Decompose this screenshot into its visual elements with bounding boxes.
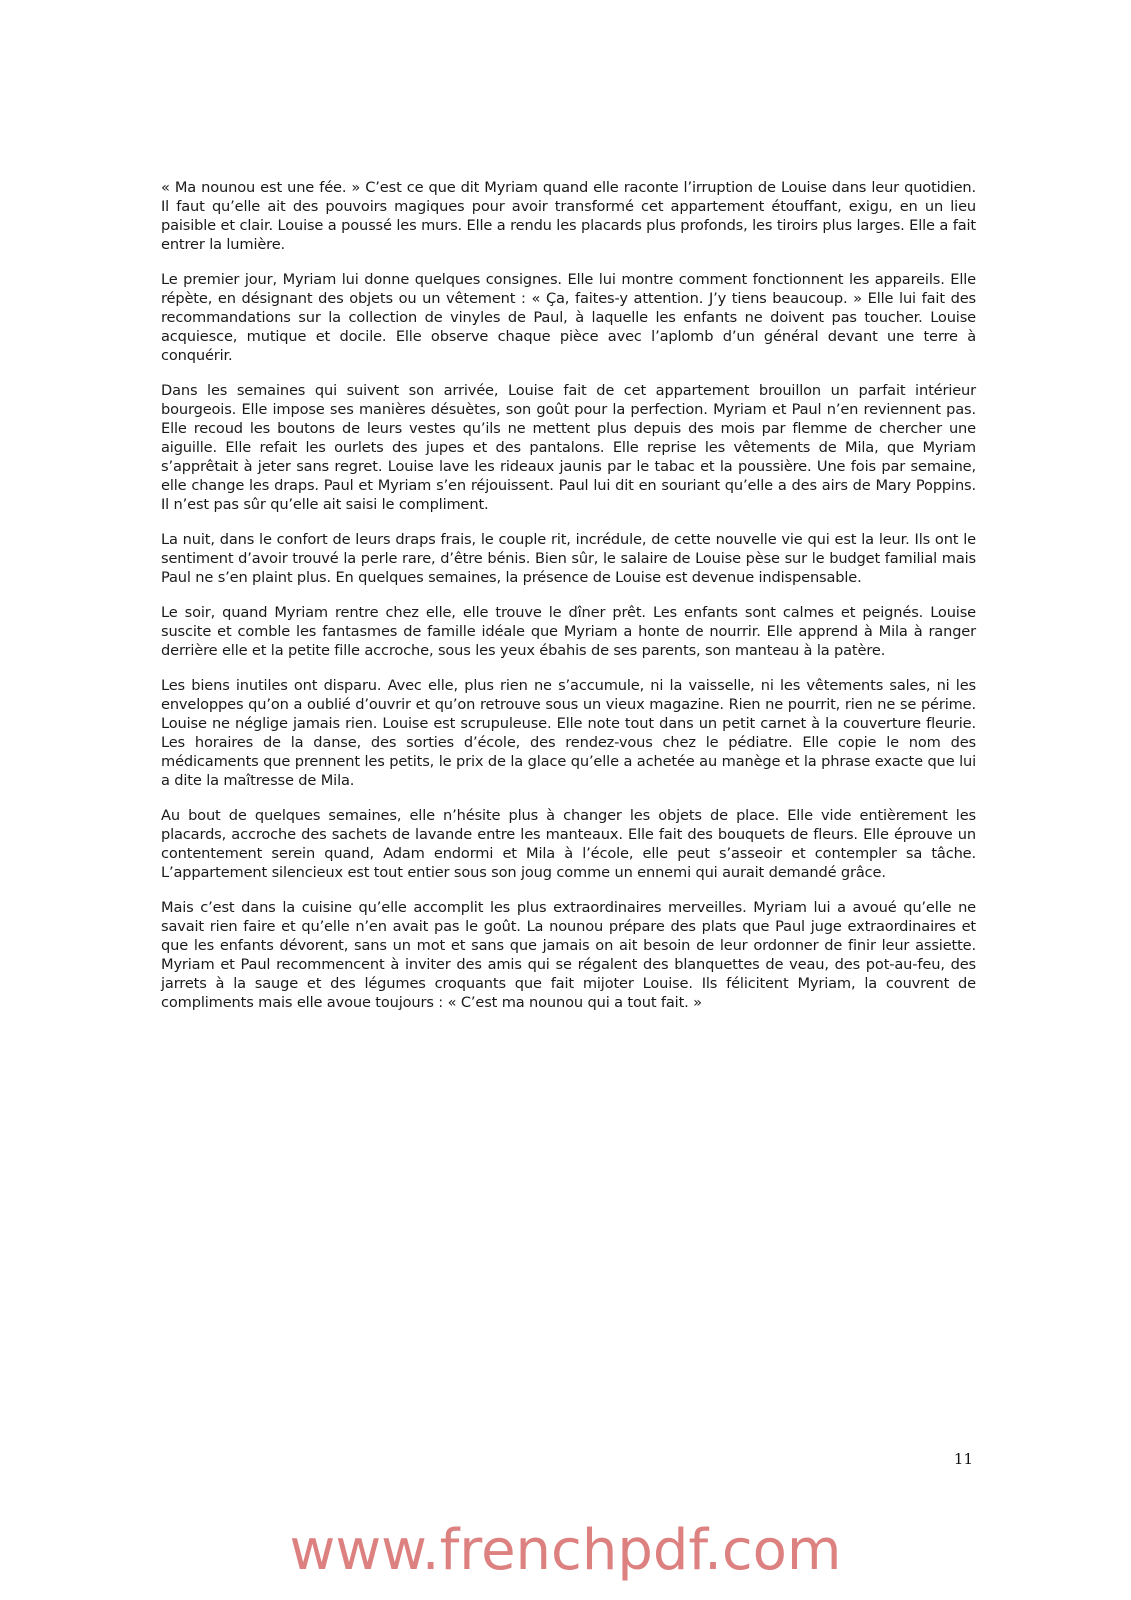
page-number: 11 [953, 1450, 973, 1468]
document-body [161, 178, 976, 1028]
paragraph: Dans les semaines qui suivent son arrivée, Louise fait de cet appartement brouillon un parfait intérieur bourgeois. Elle impose ses manières désuètes, son goût pour la perfection. Myriam et Paul n’en reviennent pas. Elle recoud les boutons de leurs vestes qu’ils ne mettent plus depuis des mois par flemme de chercher une aiguille. Elle refait les ourlets des jupes et des pantalons. Elle reprise les vêtements de Mila, que Myriam s’apprêtait à jeter sans regret. Louise lave les rideaux jaunis par le tabac et la poussière. Une fois par semaine, elle change les draps. Paul et Myriam s’en réjouissent. Paul lui dit en souriant qu’elle a des airs de Mary Poppins. Il n’est pas sûr qu’elle ait saisi le compliment. [161, 382, 976, 513]
paragraph: Les biens inutiles ont disparu. Avec elle, plus rien ne s’accumule, ni la vaisselle, ni les vêtements sales, ni les enveloppes qu’on a oublié d’ouvrir et qu’on retrouve sous un vieux magazine. Rien ne pourrit, rien ne se périme. Louise ne néglige jamais rien. Louise est scrupuleuse. Elle note tout dans un petit carnet à la couverture fleurie. Les horaires de la danse, des sorties d’école, des rendez-vous chez le pédiatre. Elle copie le nom des médicaments que prennent les petits, le prix de la glace qu’elle a achetée au manège et la phrase exacte que lui a dite la maîtresse de Mila. [161, 677, 976, 789]
paragraph: Au bout de quelques semaines, elle n’hésite plus à changer les objets de place. Elle vide entièrement les placards, accroche des sachets de lavande entre les manteaux. Elle fait des bouquets de fleurs. Elle éprouve un contentement serein quand, Adam endormi et Mila à l’école, elle peut s’asseoir et contempler sa tâche. L’appartement silencieux est tout entier sous son joug comme un ennemi qui aurait demandé grâce. [161, 807, 976, 881]
paragraph: La nuit, dans le confort de leurs draps frais, le couple rit, incrédule, de cette nouvelle vie qui est la leur. Ils ont le sentiment d’avoir trouvé la perle rare, d’être bénis. Bien sûr, le salaire de Louise pèse sur le budget familial mais Paul ne s’en plaint plus. En quelques semaines, la présence de Louise est devenue indispensable. [161, 531, 976, 586]
paragraph: « Ma nounou est une fée. » C’est ce que dit Myriam quand elle raconte l’irruption de Louise dans leur quotidien. Il faut qu’elle ait des pouvoirs magiques pour avoir transformé cet appartement étouffant, exigu, en un lieu paisible et clair. Louise a poussé les murs. Elle a rendu les placards plus profonds, les tiroirs plus larges. Elle a fait entrer la lumière. [161, 179, 976, 253]
paragraph: Mais c’est dans la cuisine qu’elle accomplit les plus extraordinaires merveilles. Myriam lui a avoué qu’elle ne savait rien faire et qu’elle n’en avait pas le goût. La nounou prépare des plats que Paul juge extraordinaires et que les enfants dévorent, sans un mot et sans que jamais on ait besoin de leur ordonner de finir leur assiette. Myriam et Paul recommencent à inviter des amis qui se régalent des blanquettes de veau, des pot-au-feu, des jarrets à la sauge et des légumes croquants que fait mijoter Louise. Ils félicitent Myriam, la couvrent de compliments mais elle avoue toujours : « C’est ma nounou qui a tout fait. » [161, 899, 976, 1011]
paragraph: Le soir, quand Myriam rentre chez elle, elle trouve le dîner prêt. Les enfants sont calmes et peignés. Louise suscite et comble les fantasmes de famille idéale que Myriam a honte de nourrir. Elle apprend à Mila à ranger derrière elle et la petite fille accroche, sous les yeux ébahis de ses parents, son manteau à la patère. [161, 604, 976, 659]
watermark-link[interactable]: www.frenchpdf.com [289, 1518, 842, 1583]
paragraph: Le premier jour, Myriam lui donne quelques consignes. Elle lui montre comment fonctionnent les appareils. Elle répète, en désignant des objets ou un vêtement : « Ça, faites-y attention. J’y tiens beaucoup. » Elle lui fait des recommandations sur la collection de vinyles de Paul, à laquelle les enfants ne doivent pas toucher. Louise acquiesce, mutique et docile. Elle observe chaque pièce avec l’aplomb d’un général devant une terre à conquérir. [161, 271, 976, 364]
